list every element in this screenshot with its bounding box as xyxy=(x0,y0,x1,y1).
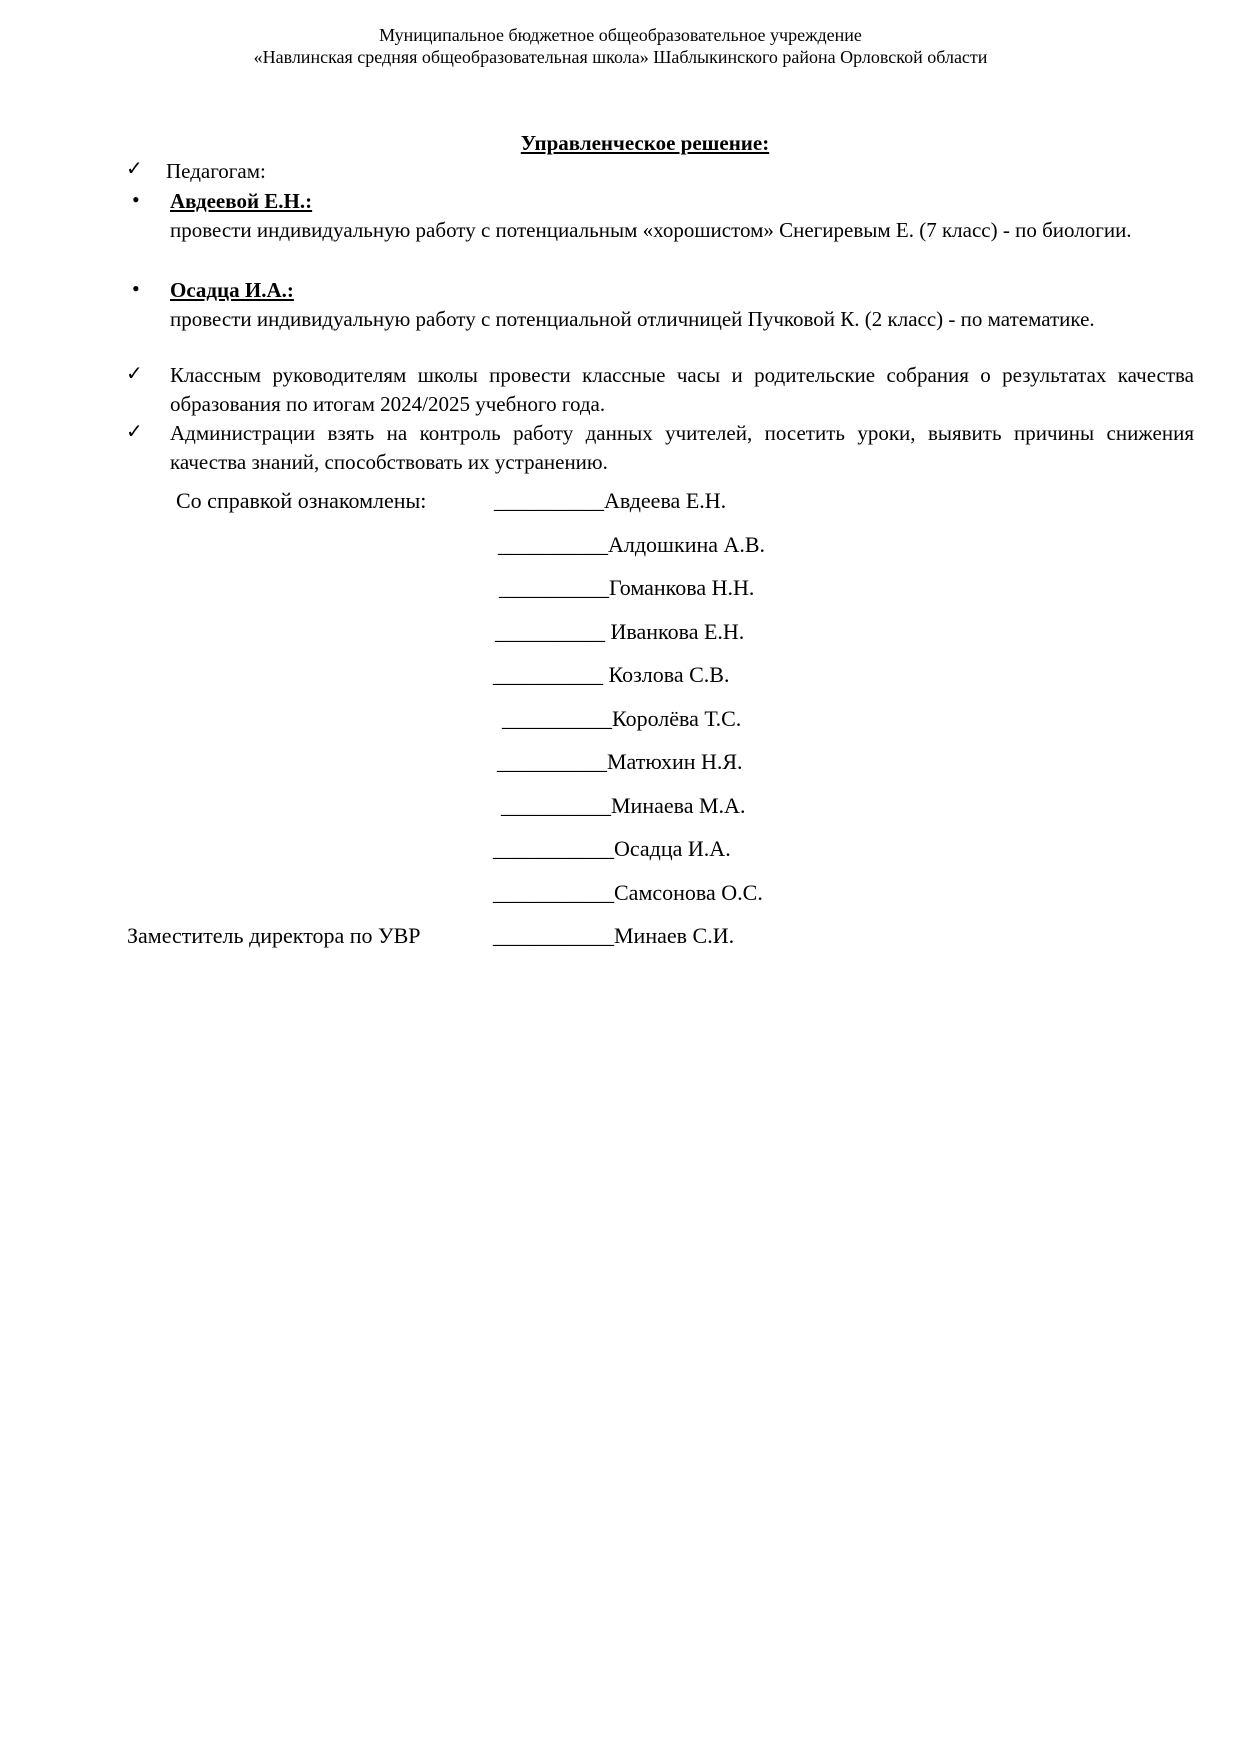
signature-row xyxy=(494,487,726,515)
signature-name: Алдошкина А.В. xyxy=(608,532,766,557)
signature-name: Королёва Т.С. xyxy=(612,706,742,731)
signature-row xyxy=(493,879,763,907)
document-header xyxy=(0,24,1241,68)
signature-name: Козлова С.В. xyxy=(608,662,730,687)
header-line-1: Муниципальное бюджетное общеобразовательное учреждение xyxy=(379,25,862,45)
signature-name: Гоманкова Н.Н. xyxy=(609,575,755,600)
deputy-name: Минаев С.И. xyxy=(614,923,735,948)
signature-row xyxy=(498,531,765,559)
signature-name: Авдеева Е.Н. xyxy=(604,488,727,513)
signature-name: Самсонова О.С. xyxy=(614,880,763,905)
bullet-icon: • xyxy=(132,187,140,212)
signature-row xyxy=(495,618,744,646)
deputy-label: Заместитель директора по УВР xyxy=(127,923,421,948)
class-teachers-text: Классным руководителям школы провести классные часы и родительские собрания о результатах качества образования по итогам 2024/2025 учебного года. xyxy=(170,363,1194,416)
signature-line: ___________ xyxy=(493,923,614,948)
checkmark-icon: ✓ xyxy=(126,158,143,180)
administration-text: Администрации взять на контроль работу данных учителей, посетить уроки, выявить причины снижения качества знаний, способствовать их устранению. xyxy=(170,421,1194,474)
acknowledged-label: Со справкой ознакомлены: xyxy=(176,488,427,513)
signature-line: __________ xyxy=(494,488,604,513)
signature-line: __________ xyxy=(497,749,607,774)
signature-name: Осадца И.А. xyxy=(614,836,731,861)
signature-line: ___________ xyxy=(493,836,614,861)
checkmark-icon: ✓ xyxy=(126,363,143,385)
header-line-2: «Навлинская средняя общеобразовательная школа» Шаблыкинского района Орловской области xyxy=(253,47,988,67)
bullet-icon: • xyxy=(132,276,140,301)
teachers-label: Педагогам: xyxy=(166,159,266,183)
signature-name: Иванкова Е.Н. xyxy=(610,619,745,644)
signature-line: __________ xyxy=(493,662,609,687)
teacher-2-name: Осадца И.А.: xyxy=(170,278,294,302)
checkmark-icon: ✓ xyxy=(126,421,143,443)
signature-row xyxy=(501,792,745,820)
signature-row xyxy=(493,661,729,689)
teacher-1-name: Авдеевой Е.Н.: xyxy=(170,189,313,213)
deputy-signature-row xyxy=(493,922,734,950)
signature-row xyxy=(502,705,741,733)
teacher-1-text: провести индивидуальную работу с потенциальным «хорошистом» Снегиревым Е. (7 класс) - по биологии. xyxy=(170,218,1132,242)
signature-row xyxy=(497,748,743,776)
page-title: Управленческое решение: xyxy=(520,131,770,155)
signature-name: Матюхин Н.Я. xyxy=(607,749,743,774)
signature-line: ___________ xyxy=(493,880,614,905)
signature-row xyxy=(499,574,754,602)
signature-name: Минаева М.А. xyxy=(611,793,746,818)
signature-line: __________ xyxy=(498,532,608,557)
signature-line: __________ xyxy=(495,619,611,644)
signature-line: __________ xyxy=(499,575,609,600)
signature-line: __________ xyxy=(501,793,611,818)
signature-line: __________ xyxy=(502,706,612,731)
teacher-2-text: провести индивидуальную работу с потенциальной отличницей Пучковой К. (2 класс) - по математике. xyxy=(170,307,1095,331)
signature-row xyxy=(493,835,731,863)
